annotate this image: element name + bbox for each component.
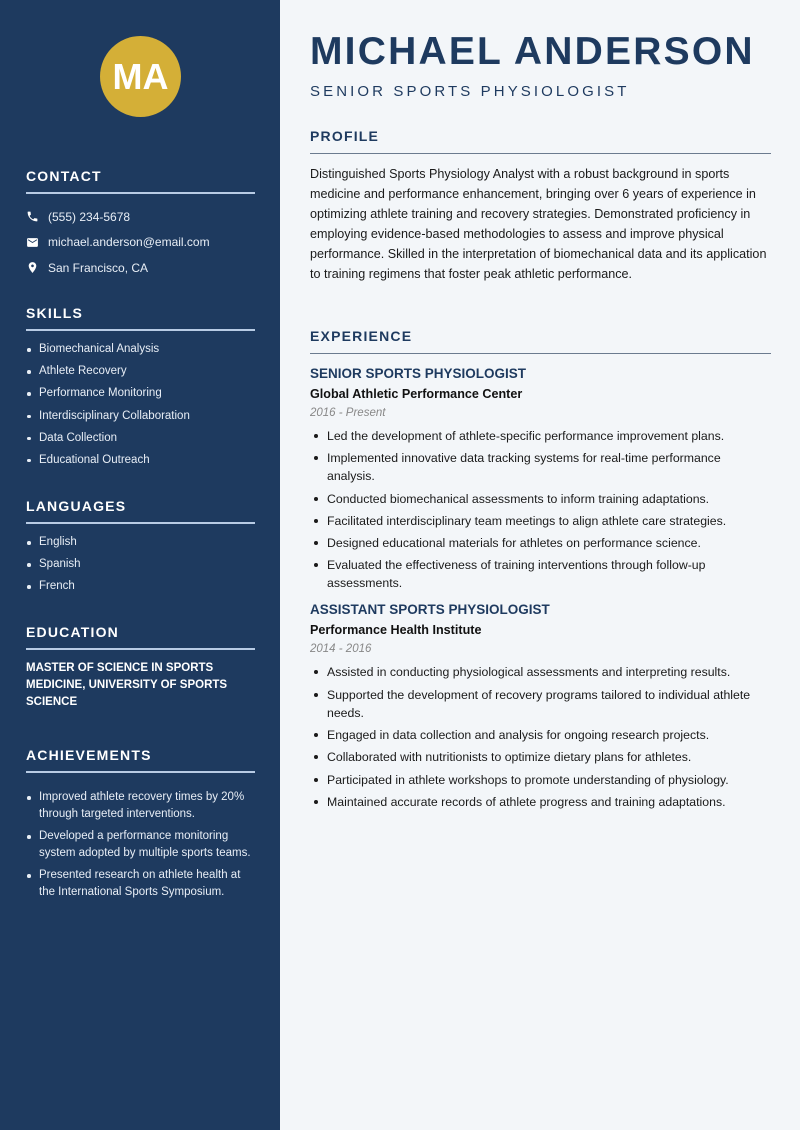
experience-section (310, 328, 771, 815)
profile-section (310, 128, 771, 284)
job-bullet: Assisted in conducting physiological assessments and interpreting results. (310, 663, 771, 681)
candidate-name: MICHAEL ANDERSON (310, 30, 755, 73)
job-bullet: Engaged in data collection and analysis for ongoing research projects. (310, 726, 771, 744)
language-item: French (26, 578, 255, 595)
languages-section (26, 498, 255, 601)
contact-list (26, 204, 255, 281)
avatar-initials: MA (112, 55, 169, 97)
contact-phone (26, 204, 255, 230)
skill-item: Performance Monitoring (26, 385, 255, 402)
job-title: ASSISTANT SPORTS PHYSIOLOGIST (310, 602, 550, 618)
sidebar (0, 0, 280, 1130)
phone-icon (26, 210, 39, 223)
phone-text[interactable]: (555) 234-5678 (48, 209, 131, 224)
job-bullet: Led the development of athlete-specific performance improvement plans. (310, 427, 771, 445)
email-icon (26, 236, 39, 249)
achievement-item: Developed a performance monitoring system adopted by multiple sports teams. (26, 828, 255, 862)
languages-heading: LANGUAGES (26, 498, 255, 524)
profile-heading: PROFILE (310, 128, 771, 154)
language-item: Spanish (26, 556, 255, 573)
experience-heading: EXPERIENCE (310, 328, 771, 354)
job-dates: 2014 - 2016 (310, 643, 372, 656)
skills-section (26, 305, 255, 474)
location-pin-icon (26, 261, 39, 274)
achievements-heading: ACHIEVEMENTS (26, 747, 255, 773)
language-item: English (26, 534, 255, 551)
contact-email (26, 230, 255, 256)
job-bullet: Conducted biomechanical assessments to inform training adaptations. (310, 490, 771, 508)
achievement-item: Presented research on athlete health at the International Sports Symposium. (26, 867, 255, 901)
job-company: Global Athletic Performance Center (310, 387, 523, 401)
job-entry (310, 366, 771, 592)
education-degree: MASTER OF SCIENCE IN SPORTS MEDICINE, UNIVERSITY OF SPORTS SCIENCE (26, 662, 228, 708)
job-bullet: Collaborated with nutritionists to optimize dietary plans for athletes. (310, 748, 771, 766)
achievements-list (26, 789, 255, 901)
job-bullets (310, 427, 771, 592)
job-entry (310, 602, 771, 810)
achievements-section (26, 747, 255, 907)
achievement-item: Improved athlete recovery times by 20% through targeted interventions. (26, 789, 255, 823)
job-title: SENIOR SPORTS PHYSIOLOGIST (310, 366, 527, 381)
job-bullet: Maintained accurate records of athlete progress and training adaptations. (310, 793, 771, 811)
avatar (100, 36, 181, 117)
job-bullet: Designed educational materials for athletes on performance science. (310, 534, 771, 552)
job-bullet: Supported the development of recovery programs tailored to individual athlete needs. (310, 686, 771, 722)
job-bullet: Participated in athlete workshops to promote understanding of physiology. (310, 771, 771, 789)
skill-item: Biomechanical Analysis (26, 341, 255, 358)
job-bullets (310, 663, 771, 810)
job-bullet: Evaluated the effectiveness of training interventions through follow-up assessments. (310, 556, 771, 592)
candidate-title: SENIOR SPORTS PHYSIOLOGIST (310, 83, 630, 100)
education-heading: EDUCATION (26, 624, 255, 650)
location-text: San Francisco, CA (48, 260, 149, 275)
profile-text: Distinguished Sports Physiology Analyst with a robust background in sports medicine and performance enhancement, bringing over 6 years of experience in optimizing athlete training and recovery strategies. Demonstrated proficiency in employing evidence-based methodologies to assess and improve physical performance. Skilled in the interpretation of biomechanical data and its application to training regimens that foster peak athletic performance. (310, 167, 767, 281)
contact-heading: CONTACT (26, 168, 255, 194)
skills-list (26, 341, 255, 469)
job-bullet: Implemented innovative data tracking systems for real-time performance analysis. (310, 449, 771, 485)
job-bullet: Facilitated interdisciplinary team meetings to align athlete care strategies. (310, 512, 771, 530)
skill-item: Data Collection (26, 430, 255, 447)
education-section (26, 624, 255, 711)
email-text[interactable]: michael.anderson@email.com (48, 235, 210, 250)
languages-list (26, 534, 255, 595)
skills-heading: SKILLS (26, 305, 255, 331)
skill-item: Interdisciplinary Collaboration (26, 408, 255, 425)
skill-item: Athlete Recovery (26, 363, 255, 380)
job-dates: 2016 - Present (310, 407, 386, 419)
contact-location (26, 255, 255, 281)
skill-item: Educational Outreach (26, 452, 255, 469)
job-company: Performance Health Institute (310, 623, 482, 638)
contact-section (26, 168, 255, 281)
